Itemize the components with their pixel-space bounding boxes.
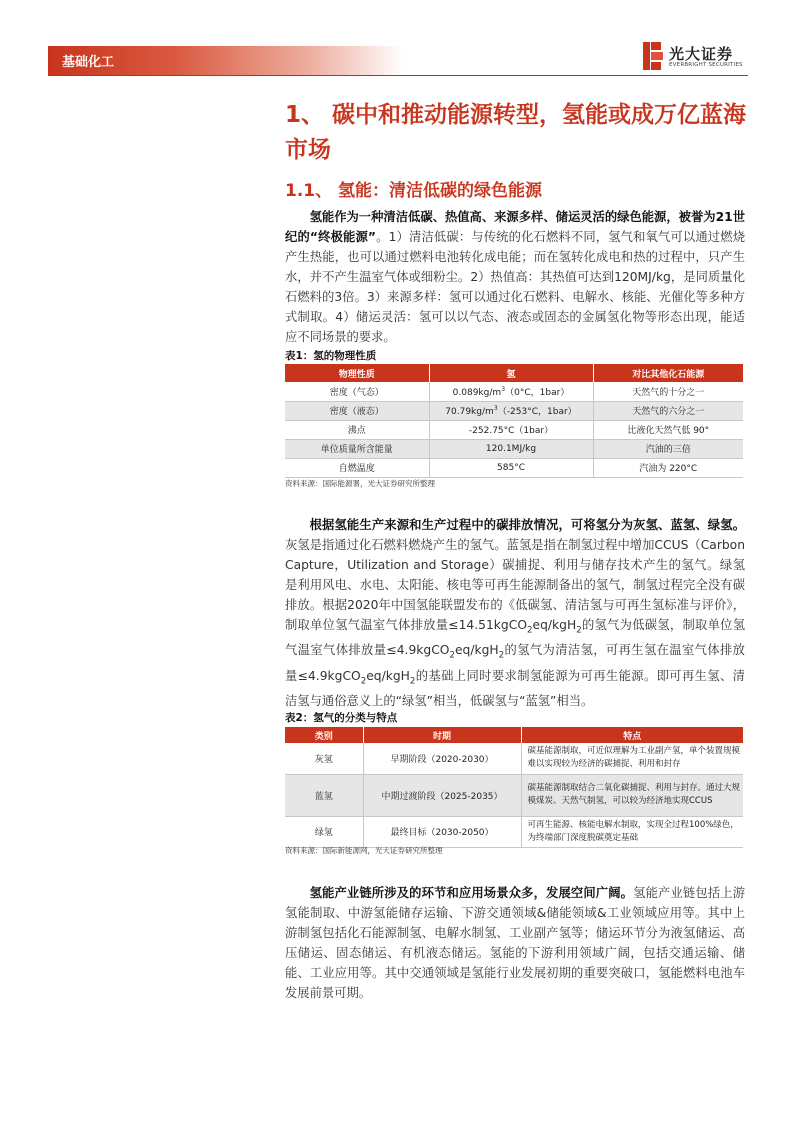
period-cell: 中期过渡阶段（2025-2035） xyxy=(363,774,521,816)
h2-condition: （0°C，1bar） xyxy=(505,387,570,398)
compare-cell: 天然气的六分之一 xyxy=(593,401,743,420)
h2-condition: （-253°C，1bar） xyxy=(497,407,577,417)
paragraph-classification-body-1: 灰氢是指通过化石燃料燃烧产生的氢气。蓝氢是指在制氢过程中增加CCUS（Carbon Capture，Utilization and Storage）碳捕捉、利用与储存技术产生的氢气。绿氢是利用风电、水电、太阳能、核电等可再生能源制备出的氢气，制氢过程完全没有碳排放。根据2020年中国氢能联盟发布的《低碳氢、清洁氢与可再生氢标准与评价》，制取单位氢气温室气体排放量≤14.51kgCO xyxy=(285,538,745,632)
table-row xyxy=(285,743,743,774)
compare-cell: 汽油的三倍 xyxy=(593,439,743,458)
table1-source: 资料来源：国际能源署，光大证券研究所整理 xyxy=(285,479,435,488)
property-cell: 沸点 xyxy=(285,420,429,439)
paragraph-classification xyxy=(285,515,745,711)
subsection-title: 1.1、 氢能：清洁低碳的绿色能源 xyxy=(285,181,543,201)
table-row xyxy=(285,382,743,401)
hydrogen-cell xyxy=(429,401,593,420)
paragraph-classification-body-7: 的基础上同时要求制氢能源为可再生能源。即可再生氢、清洁氢与通俗意义上的“绿氢”相当，低碳氢与“蓝氢”相当。 xyxy=(285,668,745,709)
subscript: 2 xyxy=(527,625,533,636)
superscript: 3 xyxy=(501,385,506,393)
compare-cell: 汽油为 220°C xyxy=(593,458,743,477)
subscript: 2 xyxy=(360,676,367,687)
h2-value: 0.089kg/m xyxy=(452,387,502,398)
paragraph-classification-body-4: eq/kgH xyxy=(454,643,499,658)
type-cell: 灰氢 xyxy=(285,743,363,774)
table-row xyxy=(285,420,743,439)
paragraph-industry-chain-lead: 氢能产业链所涉及的环节和应用场景众多，发展空间广阔。 xyxy=(309,886,634,900)
table1-header-property: 物理性质 xyxy=(285,364,429,382)
logo-en-text: EVERBRIGHT SECURITIES xyxy=(669,62,743,68)
paragraph-intro xyxy=(285,207,745,347)
subscript: 2 xyxy=(449,650,455,661)
company-logo xyxy=(643,42,753,74)
hydrogen-cell xyxy=(429,382,593,401)
hydrogen-cell xyxy=(429,458,593,477)
industry-tag: 基础化工 xyxy=(62,55,115,70)
paragraph-classification-body-2: eq/kgH xyxy=(532,618,577,632)
table-row xyxy=(285,401,743,420)
superscript: 3 xyxy=(493,405,498,412)
table-row xyxy=(285,816,743,847)
hydrogen-cell xyxy=(429,439,593,458)
paragraph-industry-chain-body: 氢能产业链包括上游氢能制取、中游氢能储存运输、下游交通领域&储能领域&工业领域应用等。其中上游制氢包括化石能源制氢、电解水制氢、工业副产氢等；储运环节分为液氢储运、高压储运、固态储运、有机液态储运。氢能的下游利用领域广阔，包括交通运输、储能、工业应用等。其中交通领域是氢能行业发展初期的重要突破口，氢能燃料电池车发展前景可期。 xyxy=(285,886,745,1000)
logo-cn-text: 光大证券 xyxy=(669,45,734,63)
type-cell: 绿氢 xyxy=(285,816,363,847)
feature-cell: 可再生能源、核能电解水制取，实现全过程100%绿色，为终端部门深度脱碳奠定基础 xyxy=(521,816,743,847)
table1-header-compare: 对比其他化石能源 xyxy=(593,364,743,382)
paragraph-classification-body-6: eq/kgH xyxy=(366,668,410,683)
table-hydrogen-classification xyxy=(285,727,743,848)
subscript: 2 xyxy=(409,676,416,687)
everbright-logo-icon xyxy=(643,42,663,70)
table2-header-type: 类别 xyxy=(285,727,363,743)
feature-cell: 碳基能源制取结合二氧化碳捕捉、利用与封存。通过大规模煤炭、天然气制氢，可以较为经济地实现CCUS xyxy=(521,774,743,816)
property-cell: 单位质量所含能量 xyxy=(285,439,429,458)
table2-header-period: 时期 xyxy=(363,727,521,743)
hydrogen-cell xyxy=(429,420,593,439)
table-row xyxy=(285,439,743,458)
table-row xyxy=(285,774,743,816)
property-cell: 密度（气态） xyxy=(285,382,429,401)
subscript: 2 xyxy=(498,650,505,661)
header-divider xyxy=(48,75,748,76)
table2-source: 资料来源：国际新能源网，光大证券研究所整理 xyxy=(285,846,443,855)
h2-value: -252.75°C（1bar） xyxy=(468,426,554,436)
table2-header-feature: 特点 xyxy=(521,727,743,743)
property-cell: 密度（液态） xyxy=(285,401,429,420)
paragraph-industry-chain xyxy=(285,883,745,1003)
table-hydrogen-properties xyxy=(285,364,743,478)
section-title: 1、 碳中和推动能源转型，氢能或成万亿蓝海市场 xyxy=(285,102,747,163)
period-cell: 早期阶段（2020-2030） xyxy=(363,743,521,774)
paragraph-intro-lead: 氢能作为一种清洁低碳、热值高、来源多样、储运灵活的绿色能源，被誉为21世纪的“终极能源” xyxy=(285,210,745,244)
h2-value: 70.79kg/m xyxy=(445,407,494,417)
feature-cell: 碳基能源制取，可近似理解为工业副产氢，单个装置规模难以实现较为经济的碳捕捉、利用和封存 xyxy=(521,743,743,774)
paragraph-classification-body-3: 的氢气为低碳氢，制取单位氢气温室气体排放量≤4.9kgCO xyxy=(285,618,745,658)
paragraph-intro-body: 。1）清洁低碳：与传统的化石燃料不同，氢气和氧气可以通过燃烧产生热能，也可以通过燃料电池转化成电能；而在氢转化成电和热的过程中，只产生水，并不产生温室气体或细粉尘。2）热值高：其热值可达到120MJ/kg，是同质量化石燃料的3倍。3）来源多样：氢可以通过化石燃料、电解水、核能、光催化等多种方式制取。4）储运灵活：氢可以以气态、液态或固态的金属氢化物等形态出现，能适应不同场景的要求。 xyxy=(285,230,745,344)
property-cell: 自燃温度 xyxy=(285,458,429,477)
table1-title: 表1：氢的物理性质 xyxy=(285,350,377,362)
h2-value: 120.1MJ/kg xyxy=(485,443,537,454)
period-cell: 最终目标（2030-2050） xyxy=(363,816,521,847)
paragraph-classification-lead: 根据氢能生产来源和生产过程中的碳排放情况，可将氢分为灰氢、蓝氢、绿氢。 xyxy=(309,518,745,532)
type-cell: 蓝氢 xyxy=(285,774,363,816)
table-row xyxy=(285,458,743,477)
compare-cell: 天然气的十分之一 xyxy=(593,382,743,401)
table2-title: 表2：氢气的分类与特点 xyxy=(285,712,398,724)
table1-header-hydrogen: 氢 xyxy=(429,364,593,382)
h2-value: 585°C xyxy=(497,462,525,473)
compare-cell: 比液化天然气低 90° xyxy=(593,420,743,439)
subscript: 2 xyxy=(576,625,582,636)
paragraph-classification-body-5: 的氢气为清洁氢，可再生氢在温室气体排放量≤4.9kgCO xyxy=(285,643,745,683)
